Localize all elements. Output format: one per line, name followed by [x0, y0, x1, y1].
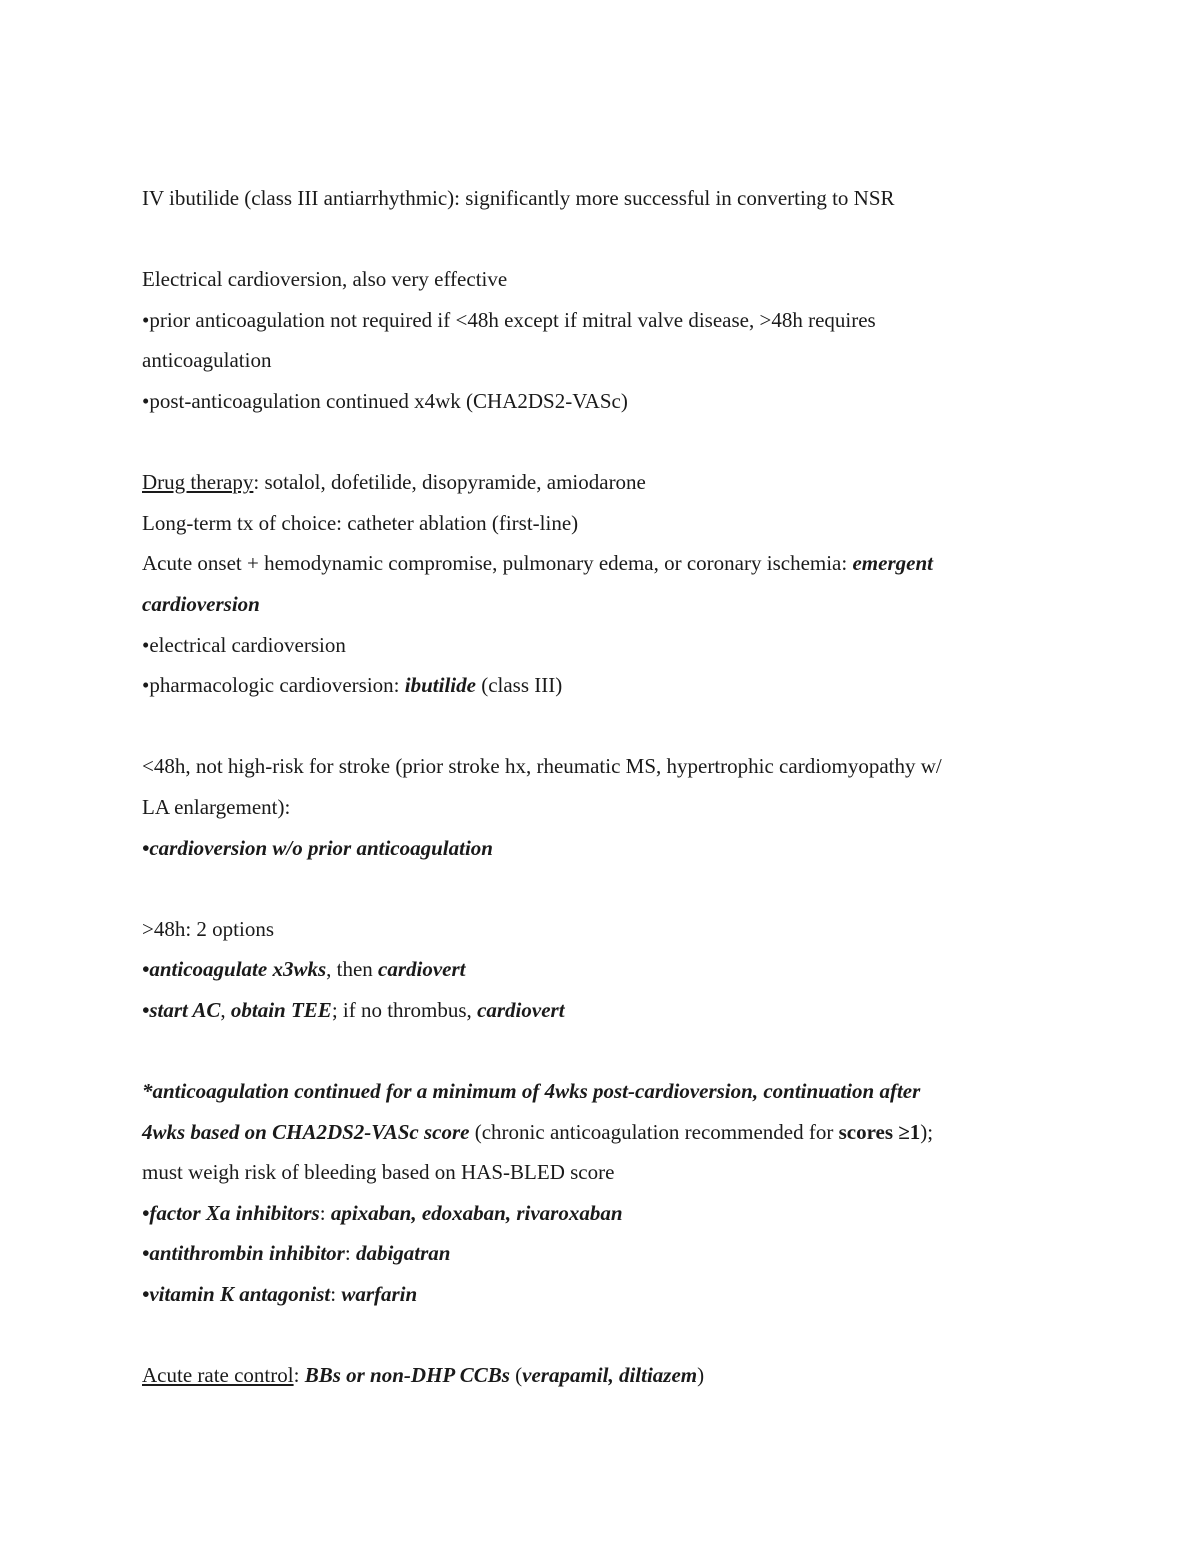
- pharmacologic-drug: ibutilide: [404, 673, 476, 698]
- note-bold-scores: scores ≥1: [838, 1119, 921, 1144]
- rate-control-sep: :: [293, 1363, 305, 1388]
- vitamin-k-line: [142, 1274, 1062, 1315]
- option-2-sep: ,: [220, 997, 231, 1022]
- lt48-line-2: [142, 787, 1062, 828]
- option-2-emphasis-3: cardiovert: [477, 997, 565, 1022]
- gt48-text: >48h: 2 options: [142, 916, 275, 941]
- lt48-text-1: <48h, not high-risk for stroke (prior stroke hx, rheumatic MS, hypertrophic cardiomyopathy w/: [142, 754, 942, 779]
- post-anticoag-line: [142, 381, 1062, 422]
- long-term-text: Long-term tx of choice: catheter ablation (first-line): [142, 510, 579, 535]
- ibutilide-text: IV ibutilide (class III antiarrhythmic): significantly more successful in converting to NSR: [142, 186, 895, 210]
- option-2-line: [142, 990, 1062, 1031]
- ibutilide-line: [142, 178, 1062, 219]
- rate-control-label: Acute rate control: [142, 1363, 294, 1388]
- pharmacologic-bullet: [142, 665, 1062, 706]
- option-1-line: [142, 949, 1062, 990]
- prior-anticoag-line-1: [142, 300, 1062, 341]
- option-2-emphasis-2: obtain TEE: [230, 997, 332, 1022]
- electrical-bullet: [142, 625, 1062, 666]
- note-text-3: must weigh risk of bleeding based on HAS-BLED score: [142, 1160, 615, 1185]
- acute-onset-text: Acute onset + hemodynamic compromise, pulmonary edema, or coronary ischemia:: [142, 551, 853, 576]
- vitamin-k-drug: warfarin: [341, 1282, 418, 1307]
- factor-xa-drugs: apixaban, edoxaban, rivaroxaban: [330, 1200, 623, 1225]
- prior-anticoag-line-2: [142, 340, 1062, 381]
- lt48-line-3: [142, 828, 1062, 869]
- factor-xa-label: •factor Xa inhibitors: [142, 1200, 320, 1225]
- acute-onset-line-2: [142, 584, 1062, 625]
- option-1-emphasis-1: •anticoagulate x3wks: [142, 957, 327, 982]
- lt48-line-1: [142, 746, 1062, 787]
- vitamin-k-label: •vitamin K antagonist: [142, 1282, 331, 1307]
- spacer: [142, 219, 1062, 260]
- note-end: );: [920, 1119, 934, 1144]
- rate-control-line: [142, 1355, 1062, 1396]
- note-line-3: [142, 1152, 1062, 1193]
- antithrombin-line: [142, 1233, 1062, 1274]
- note-emphasis-1: *anticoagulation continued for a minimum of 4wks post-cardioversion, continuation after: [142, 1079, 921, 1104]
- prior-anticoag-text-2: anticoagulation: [142, 348, 272, 373]
- factor-xa-line: [142, 1193, 1062, 1234]
- document-body: [142, 178, 1062, 1396]
- note-emphasis-2: 4wks based on CHA2DS2-VASc score: [142, 1119, 470, 1144]
- lt48-emphasis: •cardioversion w/o prior anticoagulation: [142, 835, 493, 860]
- electrical-bullet-text: •electrical cardioversion: [142, 632, 346, 657]
- lt48-text-2: LA enlargement):: [142, 794, 291, 819]
- option-1-emphasis-2: cardiovert: [378, 957, 466, 982]
- spacer: [142, 706, 1062, 747]
- note-line-1: [142, 1071, 1062, 1112]
- spacer: [142, 868, 1062, 909]
- electrical-cardioversion-text: Electrical cardioversion, also very effective: [142, 267, 508, 292]
- acute-onset-line-1: [142, 543, 1062, 584]
- acute-onset-emphasis-2: cardioversion: [142, 591, 260, 616]
- vitamin-k-sep: :: [330, 1282, 342, 1307]
- rate-control-paren-close: ): [697, 1363, 705, 1388]
- option-2-emphasis-1: •start AC: [142, 997, 221, 1022]
- acute-onset-emphasis-1: emergent: [852, 551, 933, 576]
- note-line-2: [142, 1112, 1062, 1153]
- rate-control-examples: verapamil, diltiazem: [522, 1363, 698, 1388]
- rate-control-paren-open: (: [509, 1363, 523, 1388]
- factor-xa-sep: :: [319, 1200, 331, 1225]
- antithrombin-sep: :: [344, 1241, 356, 1266]
- spacer: [142, 1030, 1062, 1071]
- long-term-line: [142, 503, 1062, 544]
- option-2-text: ; if no thrombus,: [331, 997, 478, 1022]
- drug-therapy-line: [142, 462, 1062, 503]
- electrical-cardioversion-heading: [142, 259, 1062, 300]
- pharmacologic-text: •pharmacologic cardioversion:: [142, 673, 405, 698]
- rate-control-drugs: BBs or non-DHP CCBs: [304, 1363, 510, 1388]
- post-anticoag-text: •post-anticoagulation continued x4wk (CHA2DS2-VASc): [142, 388, 628, 413]
- spacer: [142, 1315, 1062, 1356]
- gt48-line: [142, 909, 1062, 950]
- note-text-2: (chronic anticoagulation recommended for: [469, 1119, 839, 1144]
- prior-anticoag-text-1: •prior anticoagulation not required if <48h except if mitral valve disease, >48h requires: [142, 307, 876, 332]
- option-1-text: , then: [326, 957, 379, 982]
- pharmacologic-class: (class III): [475, 673, 563, 698]
- spacer: [142, 422, 1062, 463]
- antithrombin-drug: dabigatran: [355, 1241, 451, 1266]
- antithrombin-label: •antithrombin inhibitor: [142, 1241, 345, 1266]
- drug-therapy-list: : sotalol, dofetilide, disopyramide, amiodarone: [253, 470, 646, 495]
- drug-therapy-label: Drug therapy: [142, 470, 254, 495]
